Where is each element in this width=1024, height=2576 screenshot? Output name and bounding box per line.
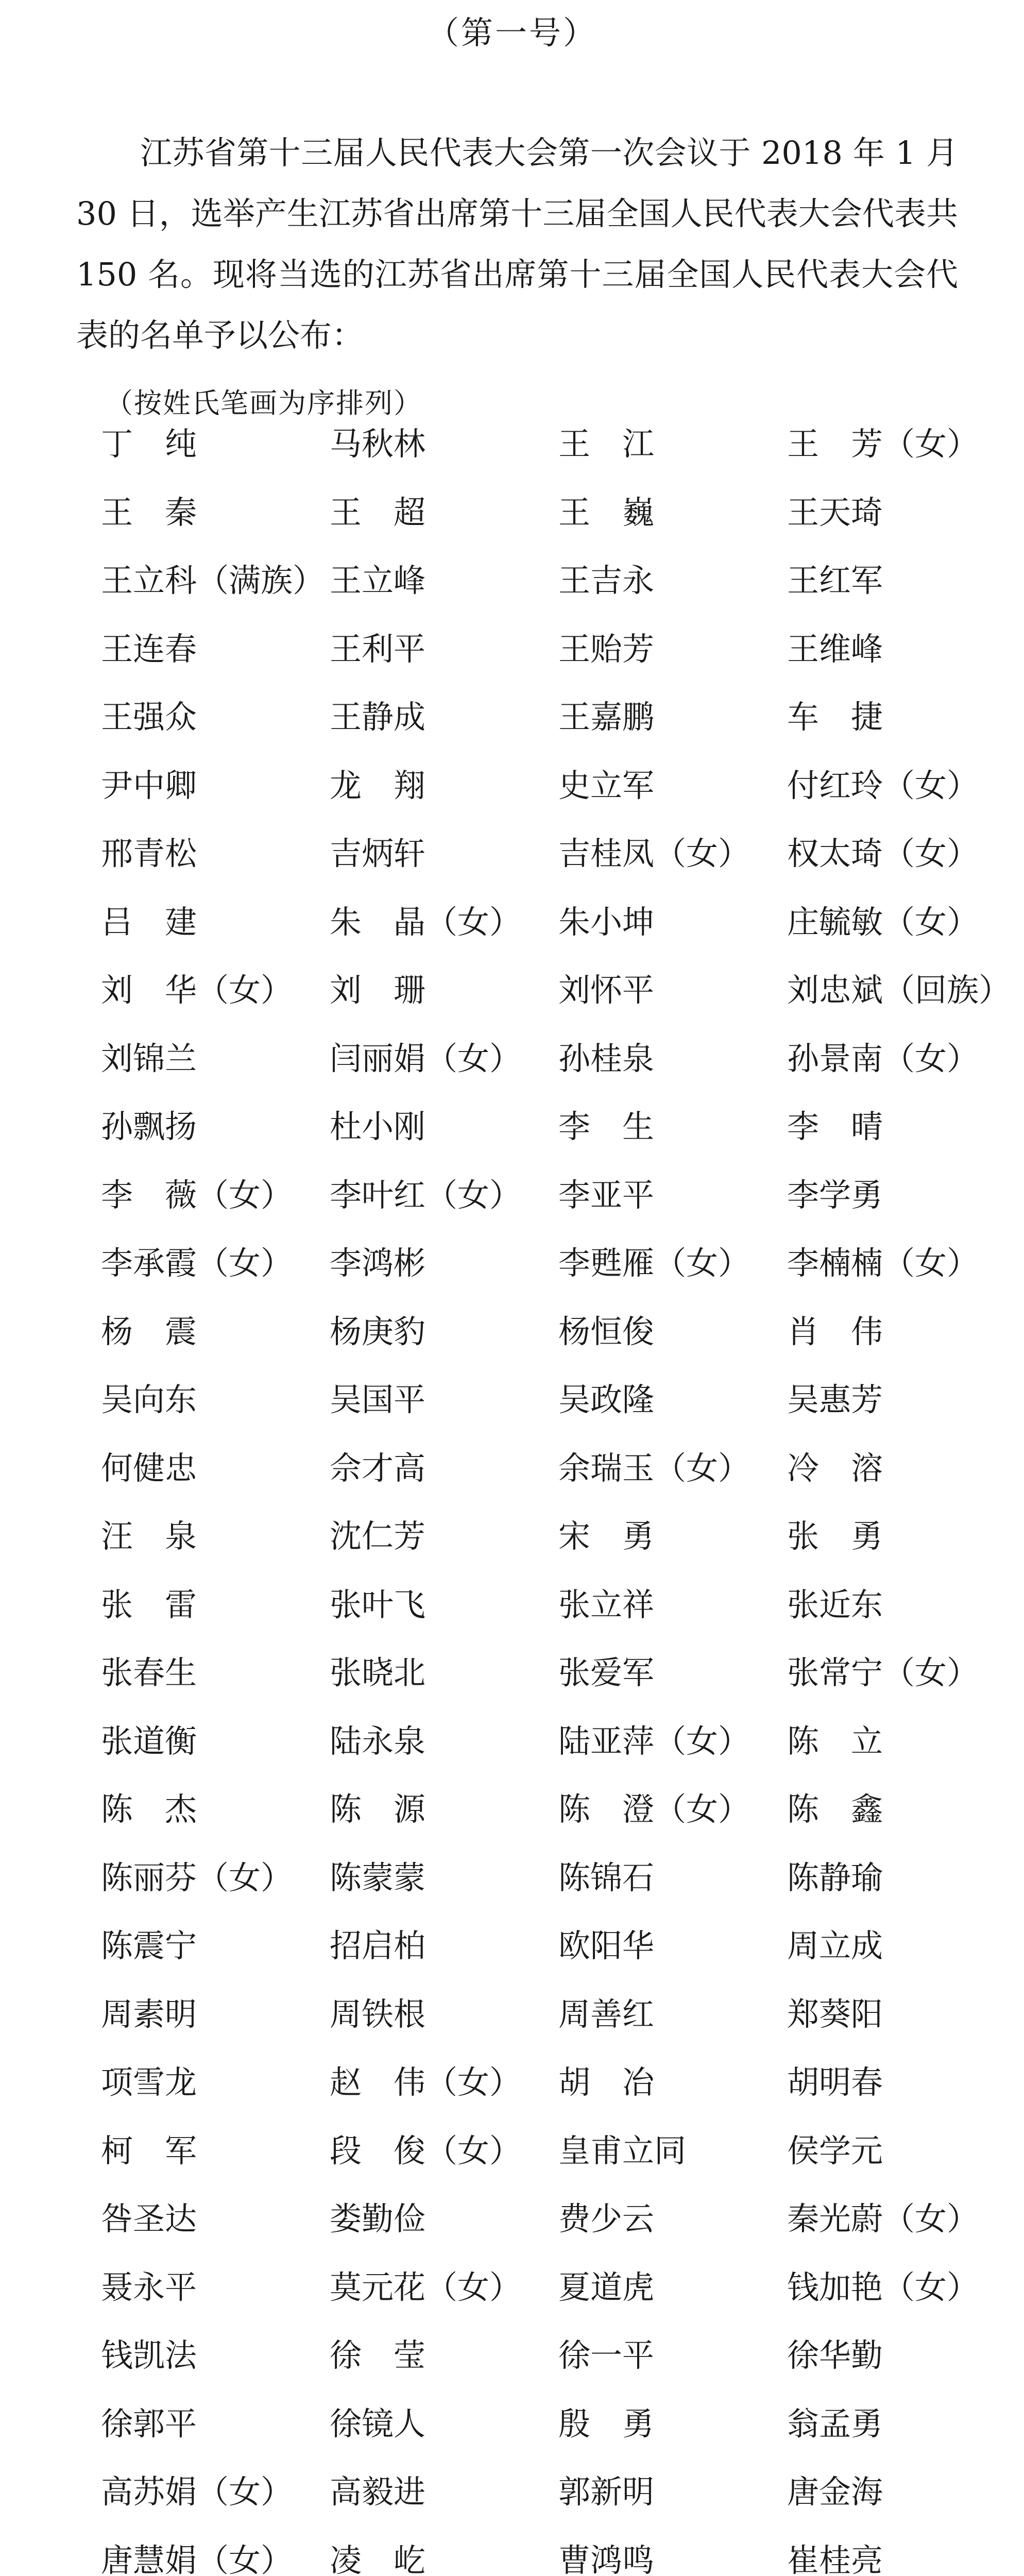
delegate-row xyxy=(0,1175,1024,1242)
delegate-name: 钱凯法 xyxy=(101,2336,197,2374)
delegate-name: 周善红 xyxy=(558,1995,655,2033)
delegate-name: 陈蒙蒙 xyxy=(330,1859,426,1896)
delegate-name: 费少云 xyxy=(558,2200,655,2238)
delegate-name: 李 薇（女） xyxy=(101,1176,293,1214)
delegate-name: 陈 源 xyxy=(330,1790,426,1828)
delegate-row xyxy=(0,833,1024,900)
delegate-name: 朱 晶（女） xyxy=(330,903,522,941)
delegate-name: 陈 澄（女） xyxy=(558,1790,750,1828)
delegate-name: 孙桂泉 xyxy=(558,1040,655,1077)
delegate-name: 项雪龙 xyxy=(101,2063,197,2101)
delegate-name: 李叶红（女） xyxy=(330,1176,522,1214)
delegate-row xyxy=(0,1516,1024,1583)
delegate-name: 徐一平 xyxy=(558,2336,655,2374)
delegate-name: 陆永泉 xyxy=(330,1722,426,1760)
intro-paragraph: 江苏省第十三届人民代表大会第一次会议于 2018 年 1 月 30 日，选举产生江苏省出席第十三届全国人民代表大会代表共 150 名。现将当选的江苏省出席第十三届全国人民代表大会代表的名单予以公布： xyxy=(76,134,958,354)
delegate-name: 徐 莹 xyxy=(330,2336,426,2374)
delegate-name: 王 秦 xyxy=(101,494,197,531)
delegate-name: 王天琦 xyxy=(787,494,883,531)
delegate-name: 佘才高 xyxy=(330,1449,426,1487)
delegate-row xyxy=(0,1925,1024,1992)
delegate-name: 杨恒俊 xyxy=(558,1313,655,1350)
delegate-name: 张立祥 xyxy=(558,1586,655,1623)
delegate-name: 刘 珊 xyxy=(330,971,426,1009)
delegate-name: 何健忠 xyxy=(101,1449,197,1487)
delegate-name: 李鸿彬 xyxy=(330,1244,426,1282)
delegate-name: 刘怀平 xyxy=(558,971,655,1009)
delegate-name: 凌 屹 xyxy=(330,2541,426,2576)
delegate-name: 徐郭平 xyxy=(101,2405,197,2443)
delegate-name: 吴向东 xyxy=(101,1381,197,1418)
delegate-row xyxy=(0,2471,1024,2538)
delegate-row xyxy=(0,1379,1024,1446)
delegate-name: 张叶飞 xyxy=(330,1586,426,1623)
delegate-row xyxy=(0,765,1024,832)
delegate-name: 车 捷 xyxy=(787,698,883,736)
delegate-name: 殷 勇 xyxy=(558,2405,655,2443)
delegate-name: 李承霞（女） xyxy=(101,1244,293,1282)
delegate-name: 吴政隆 xyxy=(558,1381,655,1418)
delegate-name: 权太琦（女） xyxy=(787,835,979,872)
delegate-name: 崔桂亮 xyxy=(787,2541,883,2576)
delegate-row xyxy=(0,1994,1024,2061)
delegate-name: 柯 军 xyxy=(101,2132,197,2170)
delegate-name: 咎圣达 xyxy=(101,2200,197,2238)
delegate-name: 龙 翔 xyxy=(330,767,426,804)
delegate-name: 陈 鑫 xyxy=(787,1790,883,1828)
delegate-name: 宋 勇 xyxy=(558,1517,655,1555)
delegate-name: 史立军 xyxy=(558,767,655,804)
delegate-row xyxy=(0,2540,1024,2576)
delegate-name: 孙景南（女） xyxy=(787,1040,979,1077)
delegate-name: 吉炳轩 xyxy=(330,835,426,872)
delegate-name: 刘锦兰 xyxy=(101,1040,197,1077)
delegate-name: 徐华勤 xyxy=(787,2336,883,2374)
delegate-row xyxy=(0,1789,1024,1856)
delegate-name: 欧阳华 xyxy=(558,1927,655,1964)
delegate-name: 聂永平 xyxy=(101,2268,197,2306)
delegate-row xyxy=(0,1721,1024,1788)
delegate-name: 徐镜人 xyxy=(330,2405,426,2443)
delegate-name: 周素明 xyxy=(101,1995,197,2033)
delegate-name: 刘忠斌（回族） xyxy=(787,971,1011,1009)
delegate-name: 王 江 xyxy=(558,425,655,463)
delegate-name: 余瑞玉（女） xyxy=(558,1449,750,1487)
delegate-name: 汪 泉 xyxy=(101,1517,197,1555)
delegate-name: 张近东 xyxy=(787,1586,883,1623)
delegate-name: 陈 立 xyxy=(787,1722,883,1760)
delegate-name: 莫元花（女） xyxy=(330,2268,522,2306)
delegate-name: 高毅进 xyxy=(330,2473,426,2511)
delegate-name: 王嘉鹏 xyxy=(558,698,655,736)
delegate-name: 吴国平 xyxy=(330,1381,426,1418)
delegate-name: 杨庚豹 xyxy=(330,1313,426,1350)
delegate-name: 翁孟勇 xyxy=(787,2405,883,2443)
delegate-name: 皇甫立同 xyxy=(558,2132,687,2170)
delegate-name: 郭新明 xyxy=(558,2473,655,2511)
delegate-name: 王 巍 xyxy=(558,494,655,531)
delegate-name: 杨 震 xyxy=(101,1313,197,1350)
delegate-name: 付红玲（女） xyxy=(787,767,979,804)
delegate-row xyxy=(0,492,1024,559)
delegate-name: 王维峰 xyxy=(787,630,883,668)
delegate-name: 唐金海 xyxy=(787,2473,883,2511)
delegate-row xyxy=(0,2062,1024,2129)
delegate-name: 李亚平 xyxy=(558,1176,655,1214)
delegate-name: 王立科（满族） xyxy=(101,562,325,599)
delegate-name: 陈震宁 xyxy=(101,1927,197,1964)
delegate-name: 郑葵阳 xyxy=(787,1995,883,2033)
delegate-name: 肖 伟 xyxy=(787,1313,883,1350)
delegate-name: 钱加艳（女） xyxy=(787,2268,979,2306)
delegate-row xyxy=(0,1243,1024,1310)
delegate-name: 曹鸿鸣 xyxy=(558,2541,655,2576)
delegate-name: 王吉永 xyxy=(558,562,655,599)
delegate-name: 唐慧娟（女） xyxy=(101,2541,293,2576)
delegate-name: 陆亚萍（女） xyxy=(558,1722,750,1760)
delegate-row xyxy=(0,1038,1024,1105)
delegate-name: 张道衡 xyxy=(101,1722,197,1760)
delegate-name: 高苏娟（女） xyxy=(101,2473,293,2511)
delegate-name: 吉桂凤（女） xyxy=(558,835,750,872)
delegate-name: 李学勇 xyxy=(787,1176,883,1214)
delegate-name: 尹中卿 xyxy=(101,767,197,804)
delegate-row xyxy=(0,902,1024,969)
delegate-name: 李甦雁（女） xyxy=(558,1244,750,1282)
delegate-name: 陈锦石 xyxy=(558,1859,655,1896)
delegate-name: 王 芳（女） xyxy=(787,425,979,463)
delegate-row xyxy=(0,1311,1024,1378)
delegate-name: 李 生 xyxy=(558,1108,655,1145)
delegate-row xyxy=(0,1584,1024,1651)
delegate-name: 王贻芳 xyxy=(558,630,655,668)
delegate-name: 侯学元 xyxy=(787,2132,883,2170)
delegate-name: 刘 华（女） xyxy=(101,971,293,1009)
delegate-name: 庄毓敏（女） xyxy=(787,903,979,941)
delegate-name: 吕 建 xyxy=(101,903,197,941)
delegate-name: 闫丽娟（女） xyxy=(330,1040,522,1077)
delegate-row xyxy=(0,970,1024,1037)
delegate-name: 陈丽芬（女） xyxy=(101,1859,293,1896)
delegate-name: 王强众 xyxy=(101,698,197,736)
delegate-name: 张晓北 xyxy=(330,1654,426,1691)
delegate-name: 胡明春 xyxy=(787,2063,883,2101)
delegate-name: 夏道虎 xyxy=(558,2268,655,2306)
delegate-name: 丁 纯 xyxy=(101,425,197,463)
delegate-name: 吴惠芳 xyxy=(787,1381,883,1418)
delegate-name: 王立峰 xyxy=(330,562,426,599)
delegate-name: 段 俊（女） xyxy=(330,2132,522,2170)
delegate-name: 周铁根 xyxy=(330,1995,426,2033)
ordering-note: （按姓氏笔画为序排列） xyxy=(105,387,422,419)
delegate-name: 王连春 xyxy=(101,630,197,668)
delegate-name: 招启柏 xyxy=(330,1927,426,1964)
delegate-row xyxy=(0,560,1024,627)
delegate-name: 张爱军 xyxy=(558,1654,655,1691)
delegate-name: 李 晴 xyxy=(787,1108,883,1145)
delegate-row xyxy=(0,1448,1024,1515)
delegate-row xyxy=(0,629,1024,696)
delegate-name: 王 超 xyxy=(330,494,426,531)
delegate-name: 周立成 xyxy=(787,1927,883,1964)
delegate-row xyxy=(0,2403,1024,2470)
delegate-row xyxy=(0,423,1024,490)
delegate-name: 杜小刚 xyxy=(330,1108,426,1145)
delegate-name: 王静成 xyxy=(330,698,426,736)
delegate-row xyxy=(0,697,1024,764)
delegate-row xyxy=(0,2198,1024,2265)
delegate-name: 王利平 xyxy=(330,630,426,668)
delegate-name: 赵 伟（女） xyxy=(330,2063,522,2101)
delegate-row xyxy=(0,1652,1024,1719)
delegate-name: 马秋林 xyxy=(330,425,426,463)
delegate-name: 王红军 xyxy=(787,562,883,599)
delegate-name: 胡 冶 xyxy=(558,2063,655,2101)
delegate-name: 沈仁芳 xyxy=(330,1517,426,1555)
delegate-name: 邢青松 xyxy=(101,835,197,872)
delegate-name: 张 勇 xyxy=(787,1517,883,1555)
delegate-row xyxy=(0,2335,1024,2402)
delegate-name: 娄勤俭 xyxy=(330,2200,426,2238)
delegate-name: 李楠楠（女） xyxy=(787,1244,979,1282)
delegate-name: 张春生 xyxy=(101,1654,197,1691)
delegate-row xyxy=(0,1106,1024,1173)
delegate-row xyxy=(0,2130,1024,2197)
delegate-name: 陈 杰 xyxy=(101,1790,197,1828)
delegate-name: 张 雷 xyxy=(101,1586,197,1623)
notice-number: （第一号） xyxy=(426,14,597,52)
delegate-name: 陈静瑜 xyxy=(787,1859,883,1896)
delegate-name: 孙飘扬 xyxy=(101,1108,197,1145)
delegate-row xyxy=(0,2267,1024,2334)
delegate-row xyxy=(0,1857,1024,1924)
delegate-name: 朱小坤 xyxy=(558,903,655,941)
delegate-name: 张常宁（女） xyxy=(787,1654,979,1691)
delegate-name: 冷 溶 xyxy=(787,1449,883,1487)
delegate-name: 秦光蔚（女） xyxy=(787,2200,979,2238)
